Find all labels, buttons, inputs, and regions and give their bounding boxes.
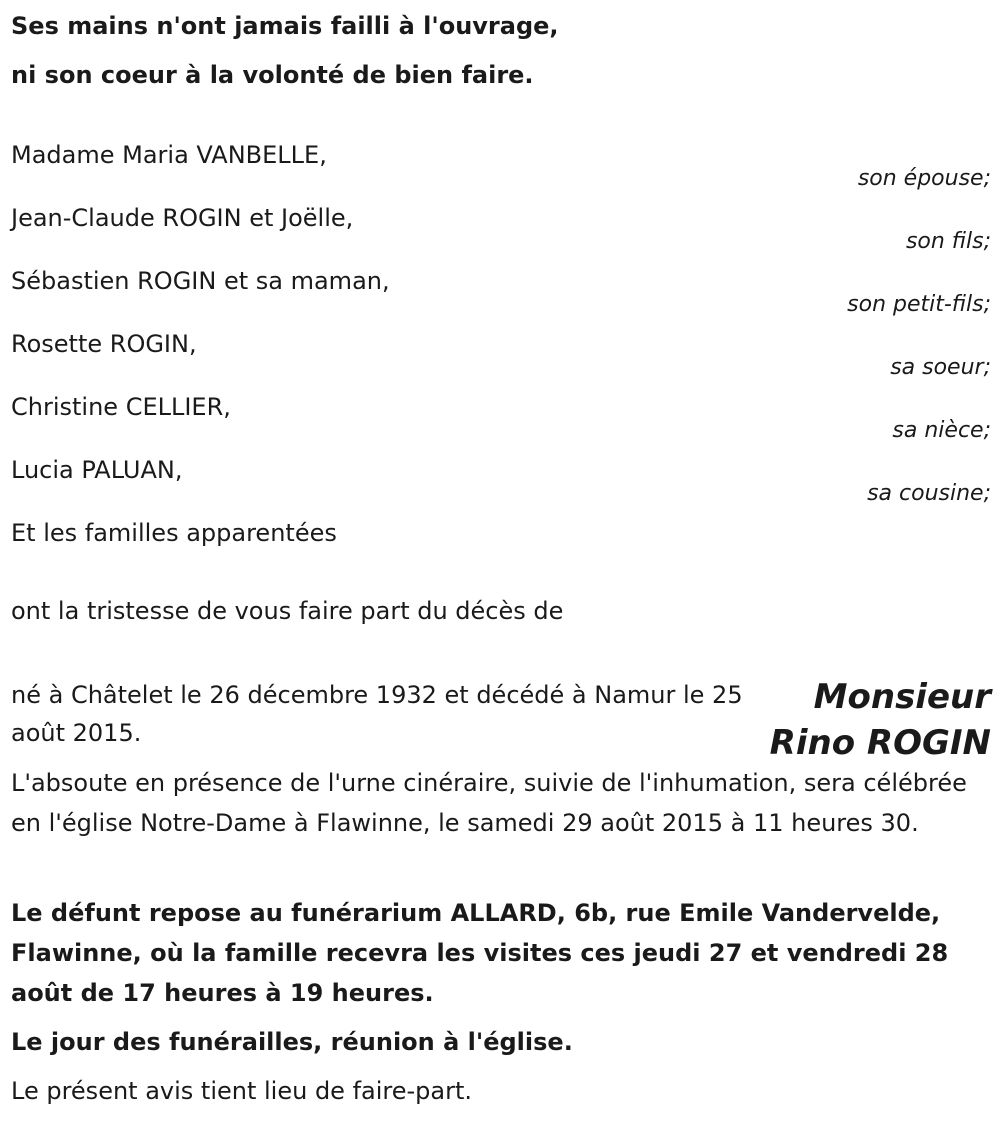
birth-death-text: né à Châtelet le 26 décembre 1932 et décédé à Namur le 25 août 2015.	[11, 681, 743, 747]
mourner-name: Jean-Claude ROGIN et Joëlle,	[11, 204, 354, 232]
mourner-relation: son épouse;	[857, 166, 991, 191]
mourner-relation: sa nièce;	[892, 418, 991, 443]
deceased-title: Monsieur	[813, 677, 991, 717]
mourner-name: Madame Maria VANBELLE,	[11, 141, 327, 169]
epitaph-line-1: Ses mains n'ont jamais failli à l'ouvrage,	[11, 12, 559, 40]
mourner-name: Lucia PALUAN,	[11, 456, 183, 484]
mourner-name: Sébastien ROGIN et sa maman,	[11, 267, 390, 295]
mourner-relation: son petit-fils;	[847, 292, 991, 317]
deceased-name: Rino ROGIN	[769, 723, 991, 763]
ceremony-paragraph: L'absoute en présence de l'urne cinéraire, suivie de l'inhumation, sera célébrée en l'église Notre-Dame à Flawinne, le samedi 29 août 2015 à 11 heures 30.	[11, 769, 967, 837]
gathering-paragraph: Le jour des funérailles, réunion à l'église.	[11, 1028, 573, 1056]
deceased-name-block	[770, 674, 991, 766]
mourner-relation: sa soeur;	[890, 355, 991, 380]
notice-paragraph: Le présent avis tient lieu de faire-part.	[11, 1077, 473, 1105]
mourner-name: Rosette ROGIN,	[11, 330, 197, 358]
announcement-text: ont la tristesse de vous faire part du décès de	[11, 597, 564, 625]
families-line: Et les familles apparentées	[11, 519, 337, 547]
repose-paragraph: Le défunt repose au funérarium ALLARD, 6b, rue Emile Vandervelde, Flawinne, où la famille recevra les visites ces jeudi 27 et vendredi 28 août de 17 heures à 19 heures.	[11, 899, 949, 1007]
mourner-relation: son fils;	[905, 229, 991, 254]
epitaph-line-2: ni son coeur à la volonté de bien faire.	[11, 61, 534, 89]
mourner-name: Christine CELLIER,	[11, 393, 231, 421]
mourner-relation: sa cousine;	[867, 481, 991, 506]
